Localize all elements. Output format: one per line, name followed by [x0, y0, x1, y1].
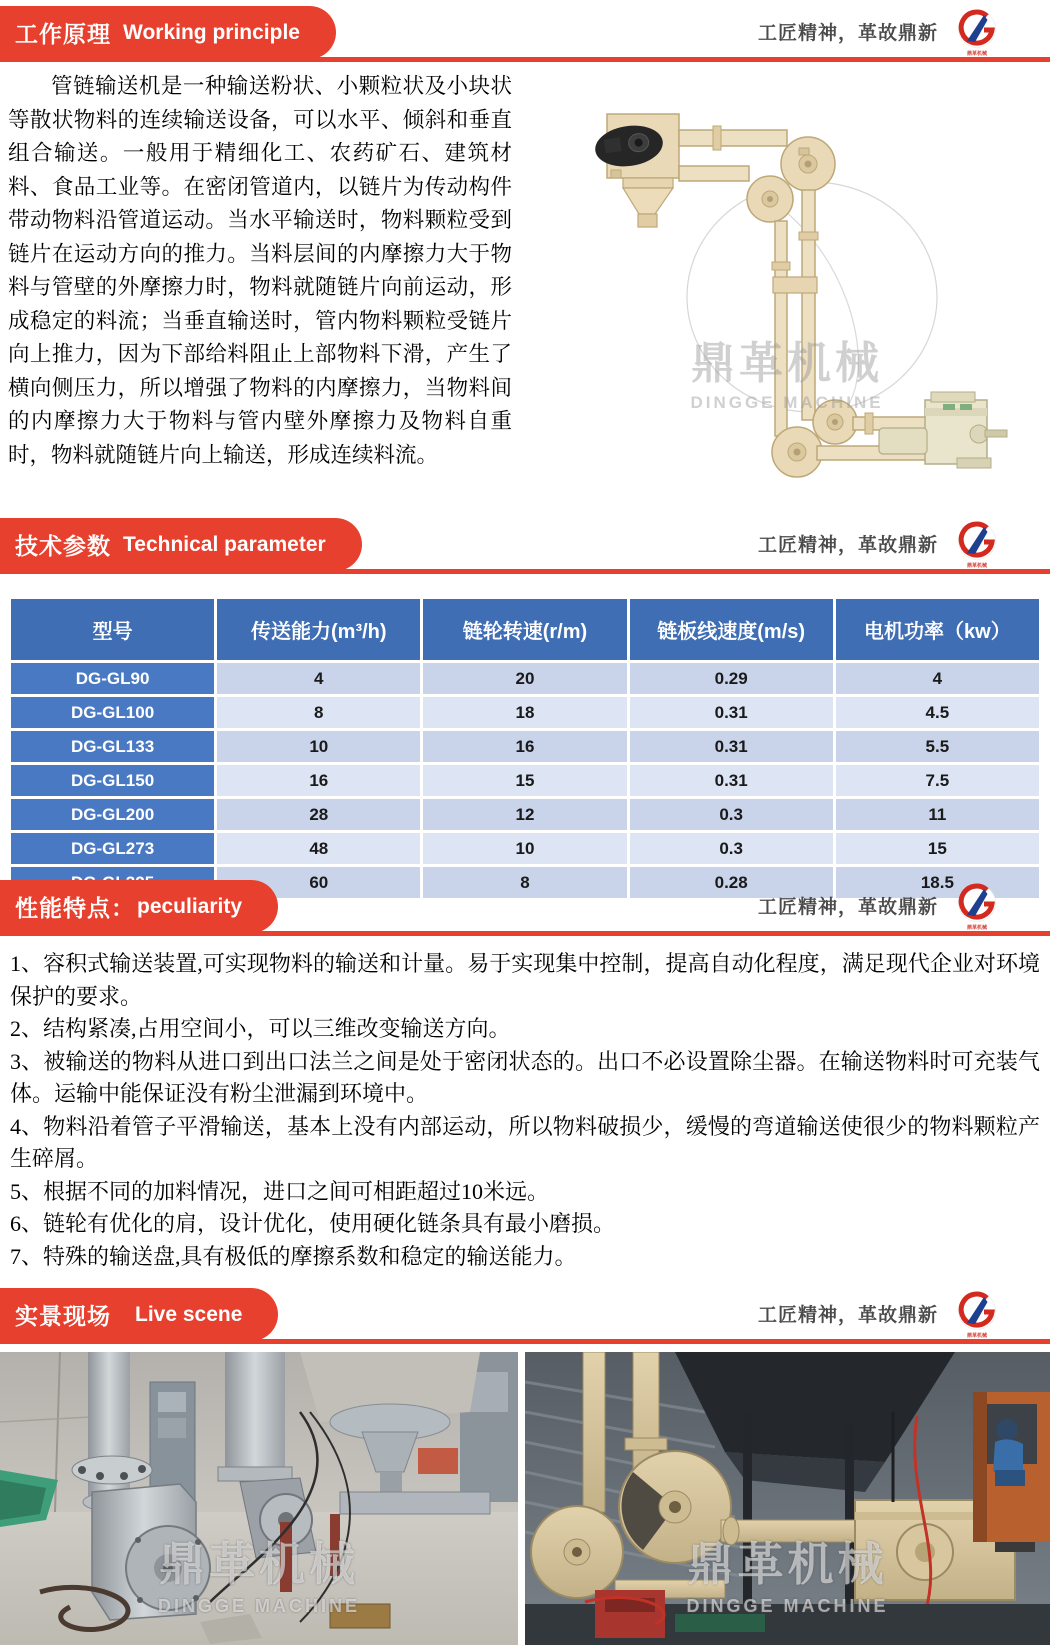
- column-header-model: 型号: [11, 599, 214, 660]
- live-scene-photo-left: [0, 1352, 518, 1645]
- live-scene-photo-right: [525, 1352, 1050, 1645]
- factory-photo-right-drawing: [525, 1352, 1050, 1645]
- table-cell: 12: [423, 799, 626, 830]
- table-cell: 4.5: [836, 697, 1039, 728]
- feature-item: 1、容积式输送装置,可实现物料的输送和计量。易于实现集中控制，提高自动化程度，满足现代企业对环境保护的要求。: [10, 951, 1040, 1009]
- table-cell: 20: [423, 663, 626, 694]
- section-banner-working-principle: [0, 6, 1050, 62]
- column-header-motor-power: 电机功率（kw）: [836, 599, 1039, 660]
- table-row: [11, 697, 1039, 728]
- photo-watermark: 鼎革机械 DINGGE MACHINE: [157, 1538, 360, 1616]
- banner-title-capsule: [0, 6, 336, 59]
- model-cell: DG-GL150: [11, 765, 214, 796]
- brand-slogan: 工匠精神，革故鼎新: [757, 534, 938, 556]
- table-cell: 7.5: [836, 765, 1039, 796]
- factory-photo-left-drawing: [0, 1352, 518, 1645]
- banner-title-cn: 工作原理: [15, 21, 111, 47]
- banner-title-cn: 技术参数: [15, 533, 111, 559]
- feature-item: 3、被输送的物料从进口到出口法兰之间是处于密闭状态的。出口不必设置除尘器。在输送物料时可充装气体。运输中能保证没有粉尘泄漏到环境中。: [10, 1048, 1040, 1106]
- model-cell: DG-GL100: [11, 697, 214, 728]
- feature-item: 6、链轮有优化的肩，设计优化，使用硬化链条具有最小磨损。: [10, 1211, 616, 1236]
- table-cell: 10: [217, 731, 420, 762]
- table-cell: 16: [423, 731, 626, 762]
- table-header-row: [11, 599, 1039, 660]
- banner-title-en: Live scene: [135, 1302, 243, 1326]
- photo-watermark: 鼎革机械 DINGGE MACHINE: [686, 1538, 889, 1616]
- model-cell: DG-GL90: [11, 663, 214, 694]
- table-cell: 15: [836, 833, 1039, 864]
- table-cell: 18: [423, 697, 626, 728]
- table-cell: 60: [217, 867, 420, 898]
- brand-logo-icon: [954, 883, 1000, 933]
- table-cell: 48: [217, 833, 420, 864]
- table-row: [11, 663, 1039, 694]
- feature-item: 5、根据不同的加料情况，进口之间可相距超过10米远。: [10, 1178, 550, 1204]
- table-row: [11, 833, 1039, 864]
- section-banner-live-scene: [0, 1288, 1050, 1344]
- section-banner-peculiarity: [0, 880, 1050, 936]
- table-cell: 10: [423, 833, 626, 864]
- table-cell: 0.3: [630, 833, 833, 864]
- banner-title-en: Technical parameter: [123, 532, 326, 556]
- table-cell: 8: [217, 697, 420, 728]
- conveyor-diagram-drawing: [527, 62, 1042, 497]
- brand-logo-icon: [954, 1291, 1000, 1341]
- feature-list: [10, 948, 1040, 1273]
- model-cell: DG-GL273: [11, 833, 214, 864]
- working-principle-paragraph: 管链输送机是一种输送粉状、小颗粒状及小块状等散状物料的连续输送设备，可以水平、倾斜和垂直组合输送。一般用于精细化工、农药矿石、建筑材料、食品工业等。在密闭管道内，以链片为传动构件带动物料沿管道运动。当水平输送时，物料颗粒受到链片在运动方向的推力。当料层间的内摩擦力大于物料与管壁的外摩擦力时，物料就随链片向前运动，形成稳定的料流；当垂直输送时，管内物料颗粒受链片向上推力，因为下部给料阻止上部物料下滑，产生了横向侧压力，所以增强了物料的内摩擦力，当物料间的内摩擦力大于物料与管内壁外摩擦力及物料自重时，物料就随链片向上输送，形成连续料流。: [8, 74, 512, 467]
- table-cell: 0.3: [630, 799, 833, 830]
- banner-title-en: peculiarity: [137, 894, 243, 918]
- feature-item: 4、物料沿着管子平滑输送，基本上没有内部运动，所以物料破损少，缓慢的弯道输送使很少的物料颗粒产生碎屑。: [10, 1113, 1040, 1171]
- table-cell: 0.28: [630, 867, 833, 898]
- model-cell: DG-GL133: [11, 731, 214, 762]
- brand-slogan: 工匠精神，革故鼎新: [757, 896, 938, 918]
- table-cell: 0.31: [630, 697, 833, 728]
- table-cell: 0.31: [630, 765, 833, 796]
- brand-logo-icon: [954, 9, 1000, 59]
- table-row: [11, 799, 1039, 830]
- table-cell: 8: [423, 867, 626, 898]
- table-cell: 5.5: [836, 731, 1039, 762]
- column-header-sprocket-speed: 链轮转速(r/m): [423, 599, 626, 660]
- feature-item: 7、特殊的输送盘,具有极低的摩擦系数和稳定的输送能力。: [10, 1243, 577, 1269]
- brand-logo-icon: [954, 521, 1000, 571]
- live-scene-photos: [0, 1352, 1050, 1645]
- table-cell: 18.5: [836, 867, 1039, 898]
- svg-text:鼎革机械: 鼎革机械: [966, 925, 988, 931]
- banner-title-capsule: [0, 518, 362, 571]
- banner-title-cn: 实景现场: [15, 1303, 111, 1329]
- banner-title-capsule: [0, 880, 278, 933]
- table-row: [11, 731, 1039, 762]
- banner-title-cn: 性能特点：: [15, 895, 135, 921]
- feature-item: 2、结构紧凑,占用空间小，可以三维改变输送方向。: [10, 1016, 511, 1041]
- table-cell: 4: [836, 663, 1039, 694]
- table-cell: 0.29: [630, 663, 833, 694]
- brand-slogan: 工匠精神，革故鼎新: [757, 1304, 938, 1326]
- diagram-watermark: 鼎革机械 DINGGE MACHINE: [690, 339, 884, 412]
- svg-text:鼎革机械: 鼎革机械: [966, 1333, 988, 1339]
- table-cell: 15: [423, 765, 626, 796]
- brand-slogan: 工匠精神，革故鼎新: [757, 22, 938, 44]
- table-cell: 0.31: [630, 731, 833, 762]
- model-cell: DG-GL200: [11, 799, 214, 830]
- banner-title-capsule: [0, 1288, 278, 1341]
- table-cell: 28: [217, 799, 420, 830]
- product-diagram: [527, 62, 1042, 497]
- technical-parameter-table: [8, 596, 1042, 901]
- svg-text:鼎革机械: 鼎革机械: [966, 563, 988, 569]
- table-cell: 16: [217, 765, 420, 796]
- column-header-capacity: 传送能力(m³/h): [217, 599, 420, 660]
- table-cell: 4: [217, 663, 420, 694]
- banner-title-en: Working principle: [123, 20, 300, 44]
- table-row: [11, 765, 1039, 796]
- column-header-chain-speed: 链板线速度(m/s): [630, 599, 833, 660]
- section-banner-technical-parameter: [0, 518, 1050, 574]
- table-cell: 11: [836, 799, 1039, 830]
- svg-text:鼎革机械: 鼎革机械: [966, 51, 988, 57]
